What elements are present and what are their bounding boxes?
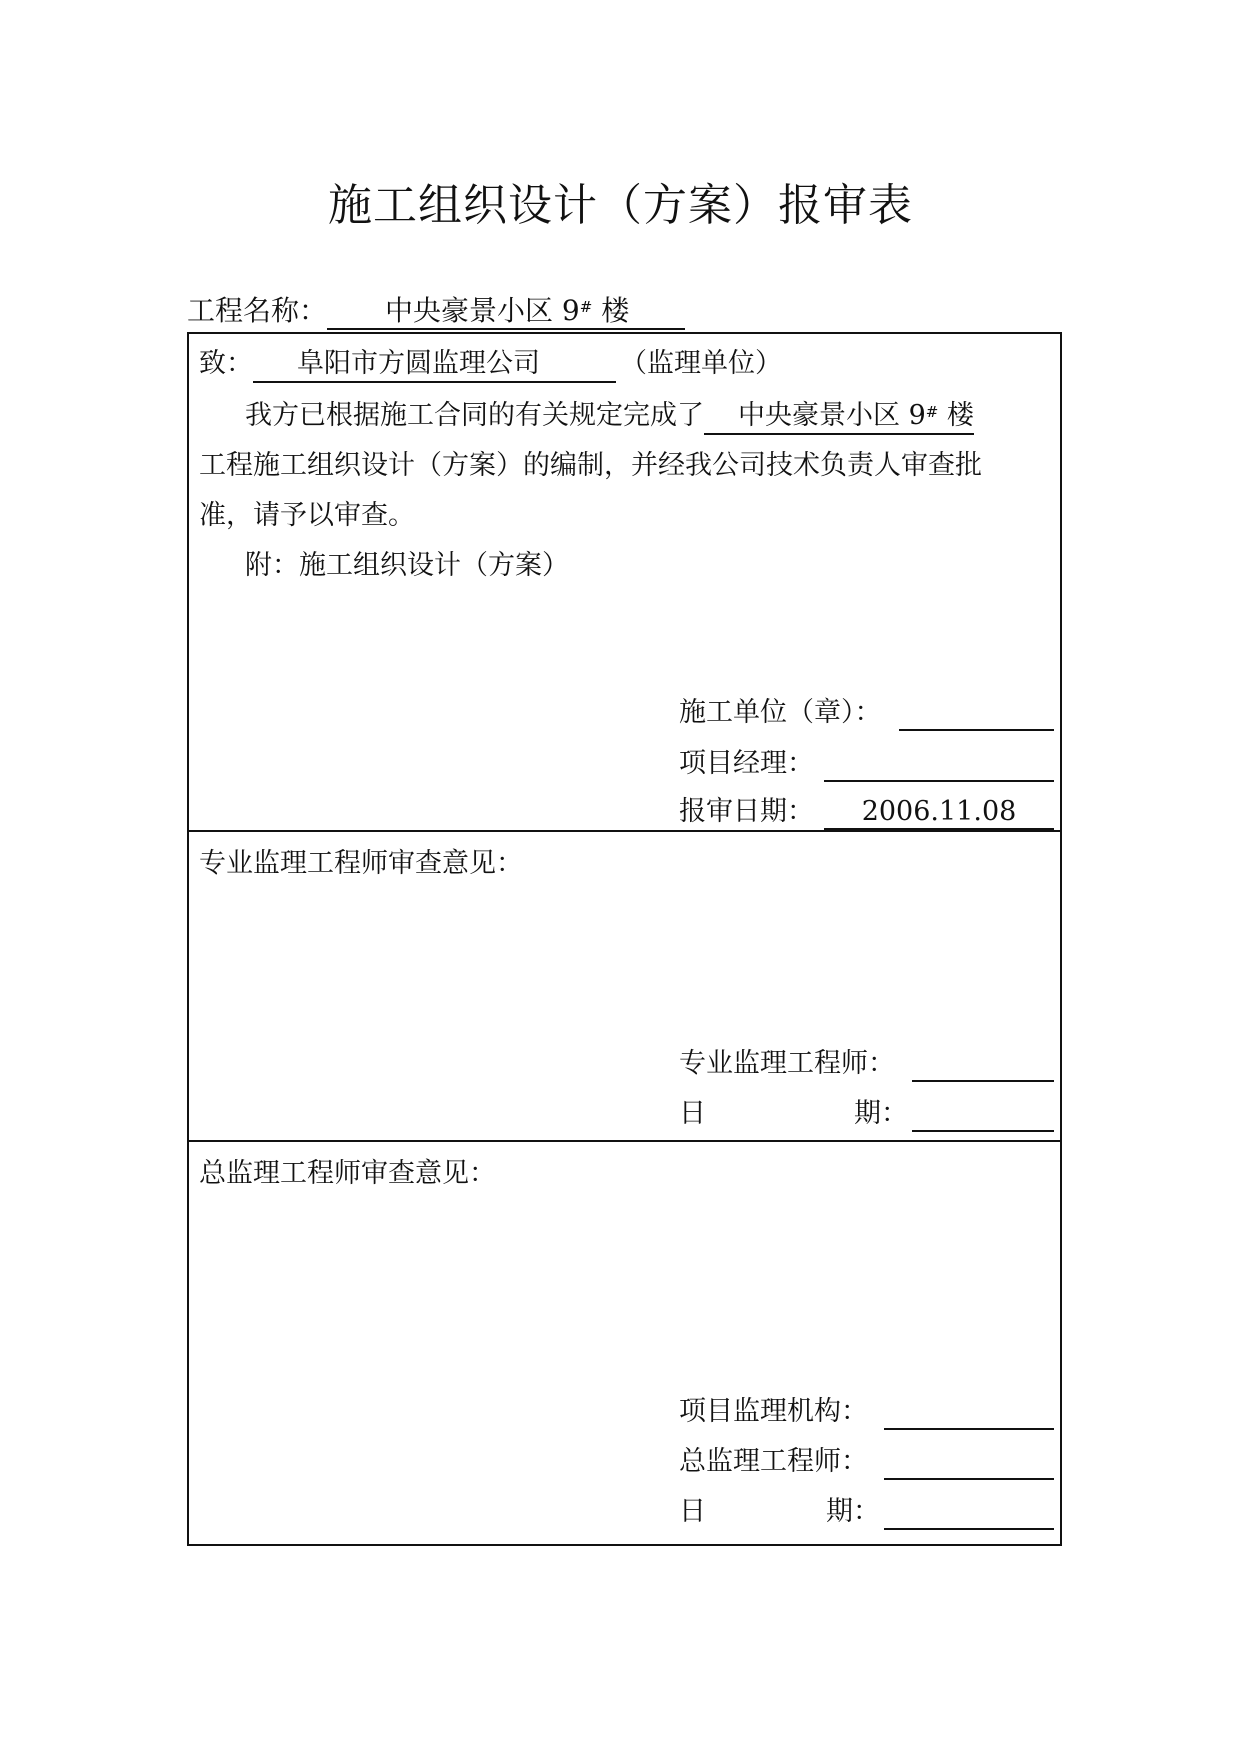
specialist-engineer-signature-line [912, 1080, 1054, 1082]
specialist-engineer-label: 专业监理工程师： [679, 1048, 895, 1079]
chief-engineer-signature-line [884, 1478, 1054, 1480]
chief-engineer-label: 总监理工程师： [679, 1446, 868, 1477]
review-form-table [187, 332, 1062, 1546]
supervision-org-signature-line [884, 1428, 1054, 1430]
project-name-label: 工程名称： [187, 294, 328, 327]
construction-unit-signature-line [899, 729, 1054, 731]
specialist-date-label-left: 日 [679, 1098, 706, 1129]
submit-date-label: 报审日期： [679, 796, 814, 827]
submit-date-value: 2006.11.08 [861, 796, 1017, 827]
page-title: 施工组织设计（方案）报审表 [328, 180, 913, 231]
chief-date-line [884, 1528, 1054, 1530]
attachment-note: 附：施工组织设计（方案） [245, 550, 569, 581]
specialist-date-line [912, 1130, 1054, 1132]
chief-review-section [189, 1142, 1060, 1544]
project-name-row [187, 293, 685, 330]
supervisor-note: （监理单位） [620, 348, 782, 379]
declaration-project: 中央豪景小区 9# 楼 [704, 399, 974, 435]
construction-unit-label: 施工单位（章）： [679, 697, 882, 728]
addressee-row [199, 346, 782, 383]
chief-date-label-left: 日 [679, 1496, 706, 1527]
project-name-value: 中央豪景小区 9# 楼 [327, 294, 685, 330]
submit-date-line [824, 828, 1054, 830]
chief-review-heading: 总监理工程师审查意见： [199, 1158, 496, 1189]
declaration-line-3: 准，请予以审查。 [199, 500, 415, 531]
specialist-review-heading: 专业监理工程师审查意见： [199, 848, 523, 879]
declaration-line-1: 我方已根据施工合同的有关规定完成了 中央豪景小区 9# 楼 [245, 398, 974, 435]
supervisor-company: 阜阳市方圆监理公司 [253, 347, 616, 383]
to-label: 致： [199, 348, 253, 379]
specialist-date-label-right: 期： [854, 1098, 908, 1129]
declaration-line-2: 工程施工组织设计（方案）的编制，并经我公司技术负责人审查批 [199, 450, 982, 481]
project-manager-signature-line [824, 780, 1054, 782]
chief-date-label-right: 期： [826, 1496, 880, 1527]
project-manager-label: 项目经理： [679, 748, 814, 779]
specialist-review-section [189, 832, 1060, 1142]
supervision-org-label: 项目监理机构： [679, 1396, 868, 1427]
submission-section [189, 334, 1060, 832]
